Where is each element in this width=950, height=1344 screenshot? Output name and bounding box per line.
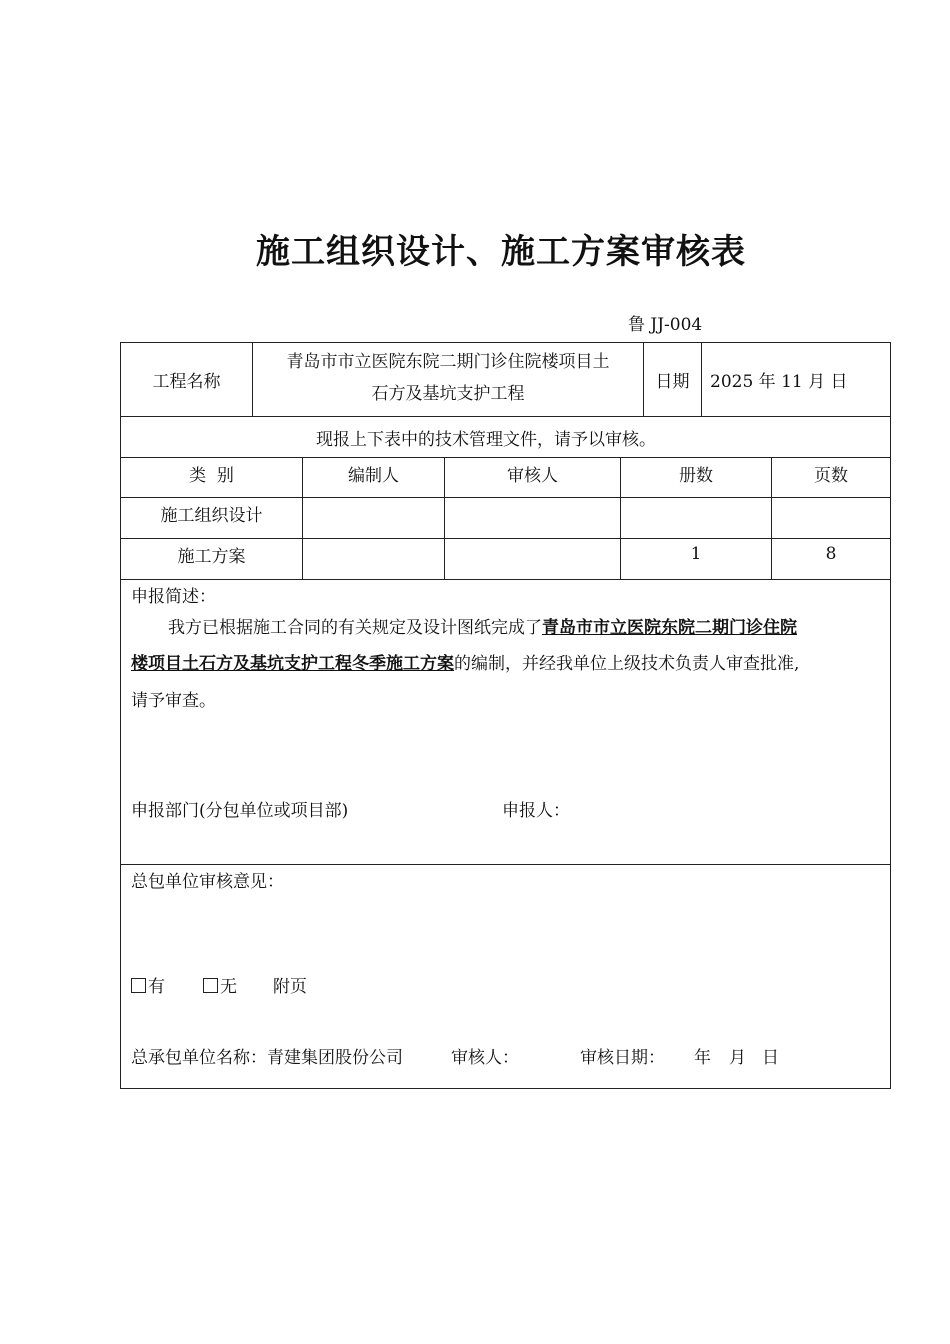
header-author: 编制人 xyxy=(348,465,399,486)
declaration-line2 xyxy=(131,649,799,679)
project-name-value xyxy=(253,343,643,416)
table-row-reviewer xyxy=(445,539,620,569)
declaration-project-highlight-1: 青岛市市立医院东院二期门诊住院 xyxy=(542,618,797,638)
checkbox-icon[interactable] xyxy=(131,978,146,993)
checkbox-icon[interactable] xyxy=(203,978,218,993)
declaration-line1 xyxy=(168,613,797,643)
review-date-label: 审核日期： xyxy=(580,1048,665,1068)
project-name-line1: 青岛市市立医院东院二期门诊住院楼项目土 xyxy=(286,352,610,372)
declaration-project-highlight-2: 楼项目土石方及基坑支护工程冬季施工方案 xyxy=(131,654,454,674)
option-yes[interactable] xyxy=(131,972,165,997)
option-no-label: 无 xyxy=(220,977,237,997)
table-row-category: 施工方案 xyxy=(177,546,246,567)
table-row-author xyxy=(303,498,444,528)
declaration-line3: 请予审查。 xyxy=(131,691,216,711)
attachment-label: 附页 xyxy=(273,977,307,997)
project-name-label: 工程名称 xyxy=(152,372,221,392)
table-row-category: 施工组织设计 xyxy=(160,505,263,526)
declaration-text-before: 我方已根据施工合同的有关规定及设计图纸完成了 xyxy=(168,618,542,638)
declaration-text-after: 的编制，并经我单位上级技术负责人审查批准, xyxy=(454,654,800,674)
review-reviewer-label: 审核人： xyxy=(451,1048,519,1068)
reporter-label: 申报人： xyxy=(502,801,570,821)
review-heading: 总包单位审核意见： xyxy=(131,872,284,892)
header-reviewer: 审核人 xyxy=(507,465,558,486)
header-pages: 页数 xyxy=(814,465,848,486)
form-number: 鲁 JJ-004 xyxy=(628,315,703,335)
page-title: 施工组织设计、施工方案审核表 xyxy=(256,232,746,272)
option-yes-label: 有 xyxy=(148,977,165,997)
review-day: 日 xyxy=(762,1048,779,1068)
table-row-volumes: 1 xyxy=(690,544,702,564)
submitting-department-label: 申报部门(分包单位或项目部) xyxy=(131,801,349,821)
header-volumes: 册数 xyxy=(679,465,713,486)
table-row-author xyxy=(303,539,444,569)
contractor-label: 总承包单位名称：青建集团股份公司 xyxy=(131,1048,403,1068)
submission-notice: 现报上下表中的技术管理文件，请予以审核。 xyxy=(316,429,656,450)
date-value: 2025 年 11 月 日 xyxy=(710,372,848,392)
table-row-pages: 8 xyxy=(825,544,837,564)
header-category: 类 别 xyxy=(189,465,234,486)
table-row-volumes xyxy=(621,498,771,528)
review-month: 月 xyxy=(729,1048,746,1068)
declaration-heading: 申报简述： xyxy=(131,587,216,607)
project-name-line2: 石方及基坑支护工程 xyxy=(371,384,525,404)
review-year: 年 xyxy=(694,1048,711,1068)
option-no[interactable] xyxy=(203,972,237,997)
table-row-reviewer xyxy=(445,498,620,528)
date-label: 日期 xyxy=(655,372,690,392)
table-row-pages xyxy=(772,498,890,528)
